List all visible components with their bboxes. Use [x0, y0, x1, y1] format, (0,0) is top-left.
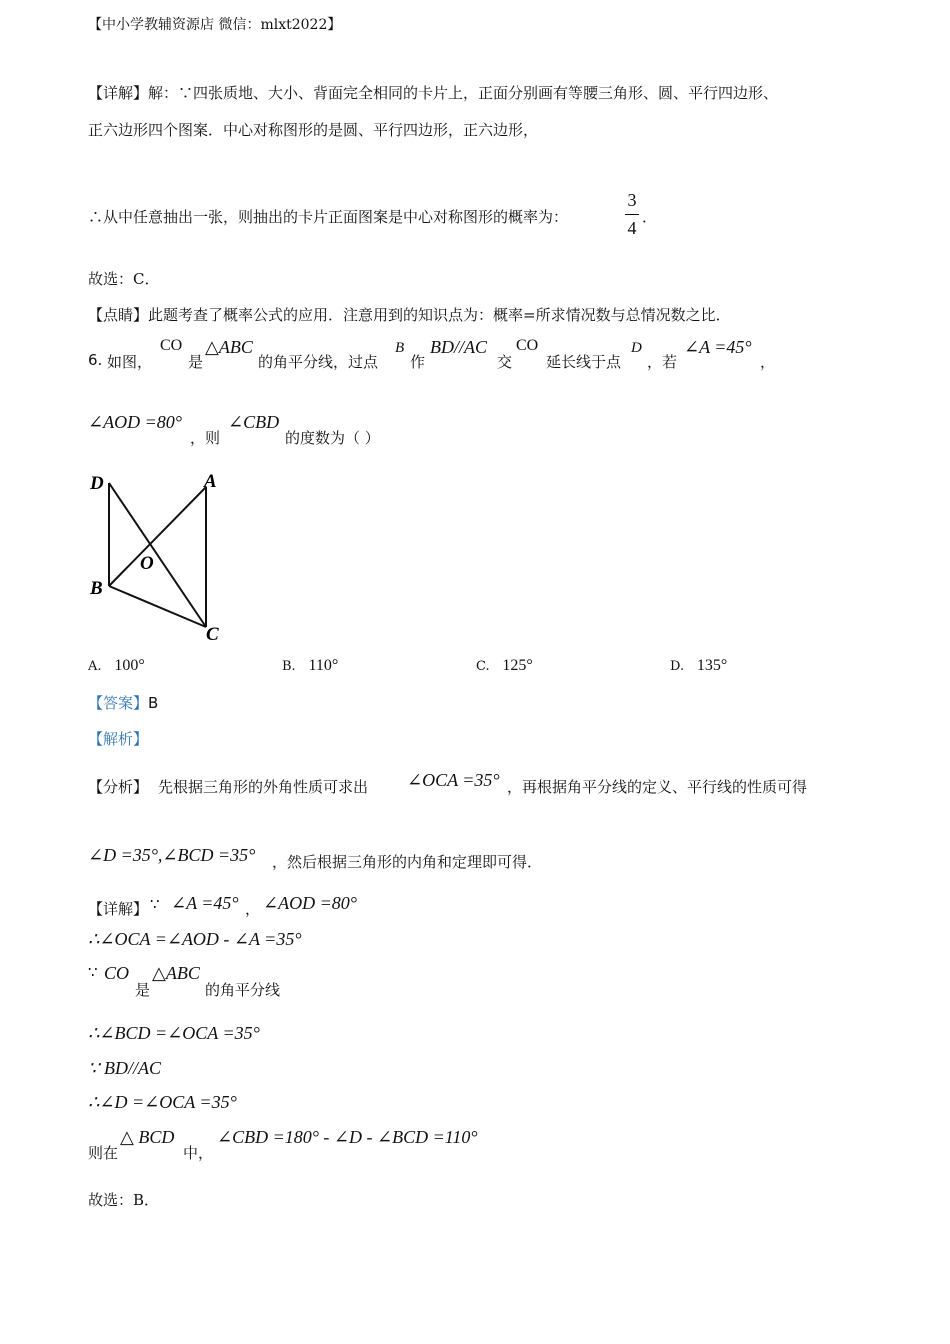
- analysis-eq-oca: ∠OCA =35°: [407, 770, 500, 790]
- question-text-ze: ，则: [190, 429, 221, 447]
- question-point-d: D: [631, 340, 642, 356]
- prev-conclusion: ∴从中任意抽出一张，则抽出的卡片正面图案是中心对称图形的概率为：: [88, 208, 569, 226]
- detail-l3-co: CO: [104, 963, 130, 983]
- answer-label: 【答案】: [88, 694, 149, 712]
- question-text-shi: 是: [188, 353, 204, 371]
- analysis-text3: ，然后根据三角形的内角和定理即可得．: [272, 853, 543, 871]
- label-b: B: [90, 578, 103, 599]
- detail-l3-text: 的角平分线: [205, 981, 281, 999]
- header-watermark: 【中小学教辅资源店 微信：mlxt2022】: [88, 17, 342, 33]
- fraction-bar: [625, 214, 639, 215]
- question-comma: ，: [760, 353, 776, 371]
- analysis-label: 【分析】: [88, 778, 149, 796]
- fraction-denominator: 4: [627, 218, 637, 238]
- detail-l7-eq: ∠CBD =180° - ∠D - ∠BCD =110°: [217, 1127, 478, 1147]
- label-a: A: [204, 471, 217, 492]
- segment-ab: [109, 487, 206, 586]
- detail-line5: ∵ BD//AC: [88, 1058, 161, 1078]
- answer-value: B: [148, 694, 159, 712]
- detail-line4: ∴∠BCD =∠OCA =35°: [88, 1023, 260, 1043]
- option-b[interactable]: [282, 656, 338, 675]
- analysis-text2: ，再根据角平分线的定义、平行线的性质可得: [507, 778, 808, 796]
- detail-l3-because: ∵: [88, 963, 98, 981]
- label-o: O: [140, 553, 154, 574]
- detail-l7-zhong: 中，: [183, 1144, 214, 1162]
- detail-l1-because: ∵: [150, 895, 160, 913]
- option-c[interactable]: [476, 656, 533, 675]
- detail-l1-eq1: ∠A =45°: [171, 893, 239, 913]
- question-text-rutu: 如图，: [107, 353, 153, 371]
- answer-line: [88, 692, 158, 713]
- detail-final-answer: 故选：B．: [88, 1191, 160, 1209]
- detail-l1-comma: ，: [245, 900, 261, 918]
- option-d-value: 135°: [696, 657, 728, 674]
- question-co-2: CO: [516, 337, 539, 354]
- option-b-value: 110°: [308, 657, 339, 674]
- prev-conclusion-end: ．: [642, 208, 658, 226]
- question-co: CO: [160, 337, 183, 354]
- question-text-jiao: 交: [497, 353, 513, 371]
- segment-dc: [109, 483, 206, 627]
- option-b-letter: B.: [282, 659, 296, 674]
- analysis-text1: 先根据三角形的外角性质可求出: [158, 778, 369, 796]
- fraction-numerator: 3: [627, 190, 637, 210]
- option-c-value: 125°: [502, 657, 533, 674]
- analysis-heading: 【解析】: [88, 730, 149, 748]
- option-a[interactable]: [88, 656, 145, 675]
- detail-line6: ∴∠D =∠OCA =35°: [88, 1092, 237, 1112]
- detail-l7-zai: 则在: [88, 1144, 119, 1162]
- prev-detail-line2: 正六边形四个图案．中心对称图形的是圆、平行四边形，正六边形，: [88, 121, 539, 139]
- detail-label: 【详解】: [88, 900, 149, 918]
- option-a-letter: A.: [88, 659, 102, 674]
- prev-answer: 故选：C．: [88, 270, 160, 288]
- geometry-figure: [82, 462, 242, 647]
- label-c: C: [206, 624, 219, 645]
- prev-detail-line1: 【详解】解：∵四张质地、大小、背面完全相同的卡片上，正面分别画有等腰三角形、圆、平行四边形、: [88, 84, 779, 102]
- probability-fraction: [623, 190, 641, 239]
- detail-line2: ∴∠OCA =∠AOD - ∠A =35°: [88, 929, 302, 949]
- detail-l7-triangle: △ BCD: [120, 1127, 175, 1147]
- detail-l1-eq2: ∠AOD =80°: [263, 893, 357, 913]
- question-angle-cbd: ∠CBD: [228, 412, 280, 432]
- question-text-bisector: 的角平分线，过点: [258, 353, 379, 371]
- analysis-eq-line2: ∠D =35°,∠BCD =35°: [88, 845, 256, 865]
- question-triangle-abc: △ABC: [205, 337, 253, 357]
- question-angle-a: ∠A =45°: [684, 337, 752, 357]
- question-text-ruo: ，若: [647, 353, 678, 371]
- detail-l3-shi: 是: [135, 981, 151, 999]
- option-a-value: 100°: [114, 657, 145, 674]
- question-text-zuo: 作: [410, 353, 426, 371]
- question-bd-parallel-ac: BD//AC: [430, 337, 487, 357]
- question-point-b: B: [395, 340, 405, 356]
- question-text-degree: 的度数为（ ）: [285, 429, 380, 447]
- option-c-letter: C.: [476, 659, 490, 674]
- prev-comment: 【点睛】此题考查了概率公式的应用．注意用到的知识点为：概率=所求情况数与总情况数之比．: [88, 306, 731, 324]
- detail-l3-triangle: △ABC: [152, 963, 200, 983]
- option-d[interactable]: [670, 656, 727, 675]
- option-d-letter: D.: [670, 659, 685, 674]
- question-angle-aod: ∠AOD =80°: [88, 412, 182, 432]
- label-d: D: [90, 473, 104, 494]
- question-number: 6.: [88, 351, 103, 369]
- question-text-ext: 延长线于点: [546, 353, 622, 371]
